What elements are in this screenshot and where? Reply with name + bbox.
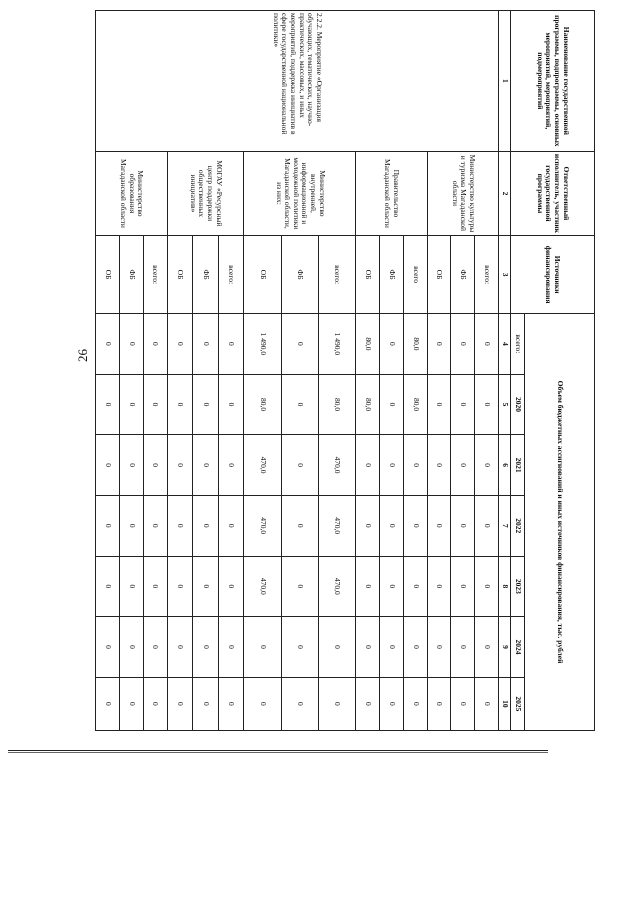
value-cell: 0 xyxy=(143,556,167,617)
value-cell: 0 xyxy=(281,495,318,556)
value-cell: 0 xyxy=(167,556,193,617)
value-cell: 0 xyxy=(167,617,193,678)
header-year: 2023 xyxy=(511,556,525,617)
value-cell: 0 xyxy=(119,617,143,678)
table-row xyxy=(475,11,499,731)
header-year: 2021 xyxy=(511,435,525,496)
value-cell: 0 xyxy=(281,314,318,375)
header-name: Наименование государственной программы, подпрограммы, основных мероприятий, мероприятий, подмероприятий xyxy=(511,11,595,152)
value-cell: 470,0 xyxy=(244,435,281,496)
executor-cell: МОГАУ «Ресурсный центр поддержки общественных инициатив» xyxy=(167,151,244,235)
source-cell: ФБ xyxy=(281,236,318,314)
source-cell: ФБ xyxy=(380,236,404,314)
value-cell: 0 xyxy=(218,435,244,496)
value-cell: 0 xyxy=(380,677,404,730)
page-number: 26 xyxy=(75,349,90,362)
value-cell: 0 xyxy=(281,556,318,617)
value-cell: 0 xyxy=(218,495,244,556)
source-cell: всего: xyxy=(318,236,355,314)
value-cell: 0 xyxy=(96,617,120,678)
value-cell: 0 xyxy=(193,495,219,556)
col-num: 5 xyxy=(499,374,511,435)
value-cell: 0 xyxy=(281,677,318,730)
value-cell: 0 xyxy=(96,677,120,730)
value-cell: 470,0 xyxy=(318,556,355,617)
value-cell: 470,0 xyxy=(244,556,281,617)
source-cell: всего: xyxy=(143,236,167,314)
value-cell: 0 xyxy=(143,435,167,496)
value-cell: 0 xyxy=(96,495,120,556)
value-cell: 0 xyxy=(119,374,143,435)
value-cell: 0 xyxy=(475,556,499,617)
value-cell: 0 xyxy=(427,374,451,435)
col-num: 1 xyxy=(499,11,511,152)
executor-cell: Министерство внутренней, информационной и молодежной политики Магаданской области, из них: xyxy=(244,151,356,235)
value-cell: 0 xyxy=(119,435,143,496)
value-cell: 0 xyxy=(318,677,355,730)
col-num: 9 xyxy=(499,617,511,678)
col-num: 10 xyxy=(499,677,511,730)
value-cell: 0 xyxy=(281,435,318,496)
value-cell: 0 xyxy=(218,617,244,678)
value-cell: 80,0 xyxy=(318,374,355,435)
value-cell: 0 xyxy=(96,435,120,496)
value-cell: 0 xyxy=(193,677,219,730)
executor-cell: Министерство образования Магаданской области xyxy=(96,151,168,235)
value-cell: 0 xyxy=(167,677,193,730)
page-rule xyxy=(8,752,548,753)
value-cell: 0 xyxy=(119,495,143,556)
value-cell: 0 xyxy=(96,314,120,375)
value-cell: 0 xyxy=(427,617,451,678)
value-cell: 0 xyxy=(143,374,167,435)
value-cell: 0 xyxy=(167,495,193,556)
value-cell: 0 xyxy=(96,556,120,617)
value-cell: 0 xyxy=(451,314,475,375)
col-num: 4 xyxy=(499,314,511,375)
value-cell: 0 xyxy=(403,677,427,730)
value-cell: 0 xyxy=(193,314,219,375)
value-cell: 0 xyxy=(380,556,404,617)
value-cell: 0 xyxy=(281,374,318,435)
value-cell: 0 xyxy=(380,435,404,496)
source-cell: ОБ xyxy=(356,236,380,314)
source-cell: ФБ xyxy=(193,236,219,314)
page-rule xyxy=(8,750,548,751)
value-cell: 0 xyxy=(403,556,427,617)
value-cell: 0 xyxy=(403,435,427,496)
value-cell: 0 xyxy=(427,677,451,730)
header-source: Источники финансирования xyxy=(511,236,595,314)
value-cell: 0 xyxy=(451,374,475,435)
value-cell: 0 xyxy=(451,617,475,678)
value-cell: 470,0 xyxy=(244,495,281,556)
value-cell: 0 xyxy=(475,314,499,375)
value-cell: 0 xyxy=(119,677,143,730)
value-cell: 80,0 xyxy=(356,374,380,435)
value-cell: 80,0 xyxy=(244,374,281,435)
header-year: 2024 xyxy=(511,617,525,678)
col-num: 2 xyxy=(499,151,511,235)
value-cell: 0 xyxy=(193,617,219,678)
executor-cell: Министерство культуры и туризма Магаданской области xyxy=(427,151,498,235)
header-total: всего: xyxy=(511,314,525,375)
value-cell: 1 490,0 xyxy=(318,314,355,375)
value-cell: 0 xyxy=(356,495,380,556)
value-cell: 0 xyxy=(356,617,380,678)
col-num: 8 xyxy=(499,556,511,617)
value-cell: 0 xyxy=(427,495,451,556)
value-cell: 0 xyxy=(119,314,143,375)
value-cell: 0 xyxy=(451,556,475,617)
value-cell: 0 xyxy=(218,677,244,730)
value-cell: 80,0 xyxy=(403,314,427,375)
value-cell: 80,0 xyxy=(403,374,427,435)
executor-cell: Правительство Магаданской области xyxy=(356,151,427,235)
value-cell: 0 xyxy=(143,617,167,678)
header-year: 2025 xyxy=(511,677,525,730)
value-cell: 0 xyxy=(380,495,404,556)
value-cell: 0 xyxy=(318,617,355,678)
source-cell: ОБ xyxy=(244,236,281,314)
activity-name: 2.2.2. Мероприятие «Организация обучающих, тематических, научно-практических, массовых, и иных мероприятий, поддержка инициатив в сфере государственной национальной политики» xyxy=(96,11,499,152)
value-cell: 0 xyxy=(451,495,475,556)
value-cell: 0 xyxy=(403,495,427,556)
value-cell: 0 xyxy=(143,677,167,730)
value-cell: 0 xyxy=(380,314,404,375)
value-cell: 0 xyxy=(244,677,281,730)
header-executor: Ответственный исполнитель, участник государственной программы xyxy=(511,151,595,235)
financing-table xyxy=(95,10,595,731)
source-cell: ОБ xyxy=(427,236,451,314)
col-num: 7 xyxy=(499,495,511,556)
value-cell: 80,0 xyxy=(356,314,380,375)
value-cell: 0 xyxy=(143,314,167,375)
header-year: 2020 xyxy=(511,374,525,435)
value-cell: 0 xyxy=(218,374,244,435)
value-cell: 0 xyxy=(167,314,193,375)
value-cell: 0 xyxy=(96,374,120,435)
value-cell: 0 xyxy=(218,314,244,375)
value-cell: 0 xyxy=(380,374,404,435)
rotated-table-wrapper xyxy=(95,10,595,731)
value-cell: 0 xyxy=(119,556,143,617)
value-cell: 0 xyxy=(356,435,380,496)
source-cell: всего xyxy=(403,236,427,314)
value-cell: 0 xyxy=(475,495,499,556)
value-cell: 0 xyxy=(167,435,193,496)
value-cell: 0 xyxy=(427,314,451,375)
value-cell: 0 xyxy=(143,495,167,556)
value-cell: 0 xyxy=(475,677,499,730)
header-volume: Объем бюджетных ассигнований и иных источников финансирования, тыс. рублей xyxy=(525,314,595,731)
value-cell: 0 xyxy=(281,617,318,678)
value-cell: 0 xyxy=(380,617,404,678)
value-cell: 0 xyxy=(427,556,451,617)
value-cell: 0 xyxy=(218,556,244,617)
source-cell: ОБ xyxy=(167,236,193,314)
value-cell: 0 xyxy=(167,374,193,435)
source-cell: ФБ xyxy=(119,236,143,314)
value-cell: 0 xyxy=(193,374,219,435)
value-cell: 0 xyxy=(475,617,499,678)
value-cell: 0 xyxy=(193,435,219,496)
value-cell: 0 xyxy=(403,617,427,678)
source-cell: всего: xyxy=(475,236,499,314)
value-cell: 0 xyxy=(356,677,380,730)
value-cell: 0 xyxy=(475,435,499,496)
value-cell: 470,0 xyxy=(318,435,355,496)
header-year: 2022 xyxy=(511,495,525,556)
col-num: 6 xyxy=(499,435,511,496)
value-cell: 0 xyxy=(356,556,380,617)
value-cell: 0 xyxy=(193,556,219,617)
source-cell: всего: xyxy=(218,236,244,314)
value-cell: 0 xyxy=(244,617,281,678)
source-cell: ФБ xyxy=(451,236,475,314)
value-cell: 1 490,0 xyxy=(244,314,281,375)
value-cell: 0 xyxy=(451,677,475,730)
value-cell: 0 xyxy=(451,435,475,496)
value-cell: 470,0 xyxy=(318,495,355,556)
value-cell: 0 xyxy=(427,435,451,496)
col-num: 3 xyxy=(499,236,511,314)
value-cell: 0 xyxy=(475,374,499,435)
source-cell: ОБ xyxy=(96,236,120,314)
